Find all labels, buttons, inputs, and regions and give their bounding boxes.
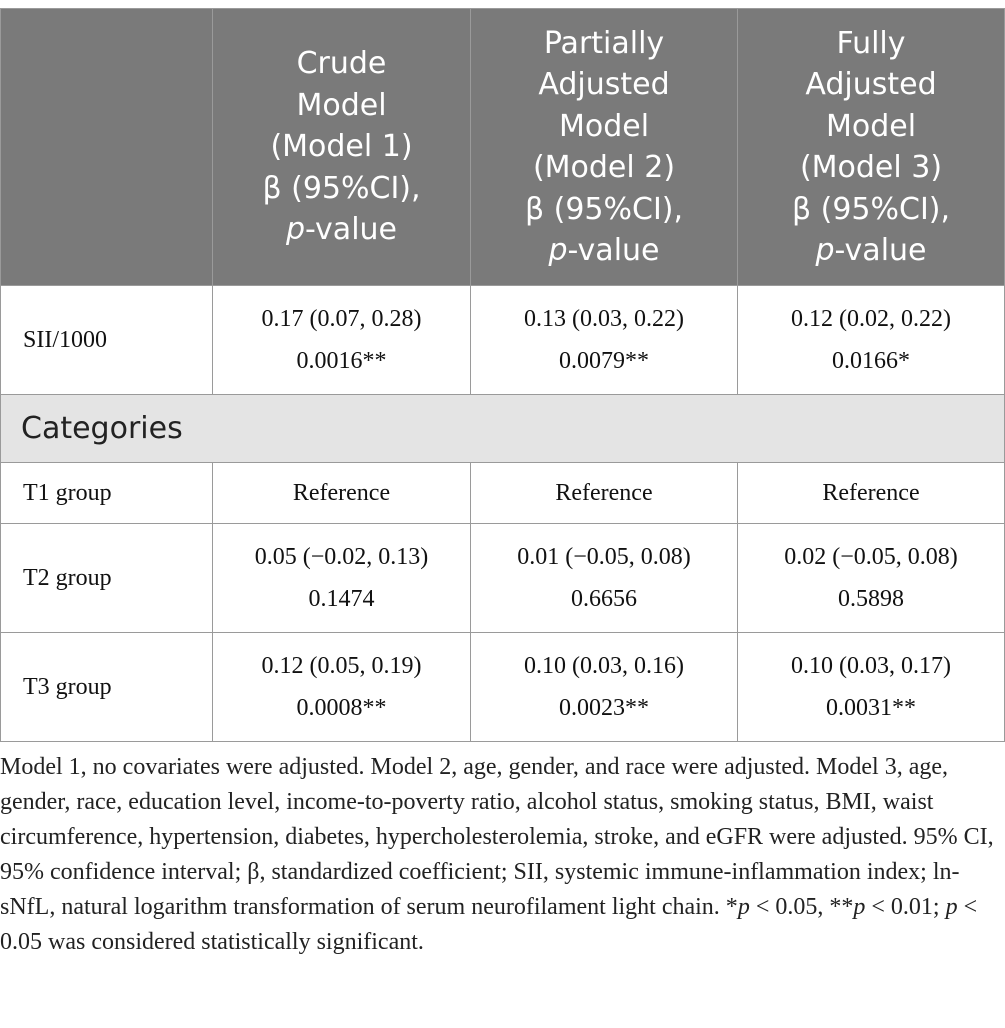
table-row-categories <box>1 395 1005 463</box>
cell-model3: 0.02 (−0.05, 0.08) 0.5898 <box>738 524 1005 633</box>
row-label: T1 group <box>1 463 213 524</box>
table-row-t2 <box>1 524 1005 633</box>
cell-model1: 0.05 (−0.02, 0.13) 0.1474 <box>213 524 471 633</box>
cell-model3: Reference <box>738 463 1005 524</box>
cell-model3: 0.10 (0.03, 0.17) 0.0031** <box>738 633 1005 742</box>
header-row <box>1 9 1005 286</box>
table-row-t3 <box>1 633 1005 742</box>
header-partially-adjusted-model: Partially Adjusted Model (Model 2) β (95%CI), p-value <box>471 9 738 286</box>
header-crude-model: Crude Model (Model 1) β (95%CI), p-value <box>213 9 471 286</box>
categories-label: Categories <box>1 395 1005 463</box>
cell-model1: 0.17 (0.07, 0.28) 0.0016** <box>213 286 471 395</box>
cell-model2: 0.10 (0.03, 0.16) 0.0023** <box>471 633 738 742</box>
row-label: T3 group <box>1 633 213 742</box>
header-fully-adjusted-model: Fully Adjusted Model (Model 3) β (95%CI), p-value <box>738 9 1005 286</box>
cell-model3: 0.12 (0.02, 0.22) 0.0166* <box>738 286 1005 395</box>
table-row-t1 <box>1 463 1005 524</box>
cell-model2: 0.01 (−0.05, 0.08) 0.6656 <box>471 524 738 633</box>
cell-model1: 0.12 (0.05, 0.19) 0.0008** <box>213 633 471 742</box>
results-table <box>0 8 1005 742</box>
row-label: SII/1000 <box>1 286 213 395</box>
table-footnote: Model 1, no covariates were adjusted. Model 2, age, gender, and race were adjusted. Model 3, age, gender, race, education level, income-to-poverty ratio, alcohol status, smoking status, BMI, waist circumference, hypertension, diabetes, hypercholesterolemia, stroke, and eGFR were adjusted. 95% CI, 95% confidence interval; β, standardized coefficient; SII, systemic immune-inflammation index; ln-sNfL, natural logarithm transformation of serum neurofilament light chain. *p < 0.05, **p < 0.01; p < 0.05 was considered statistically significant. <box>0 754 994 955</box>
header-empty-cell <box>1 9 213 286</box>
row-label: T2 group <box>1 524 213 633</box>
table-row-sii <box>1 286 1005 395</box>
cell-model2: 0.13 (0.03, 0.22) 0.0079** <box>471 286 738 395</box>
cell-model1: Reference <box>213 463 471 524</box>
cell-model2: Reference <box>471 463 738 524</box>
